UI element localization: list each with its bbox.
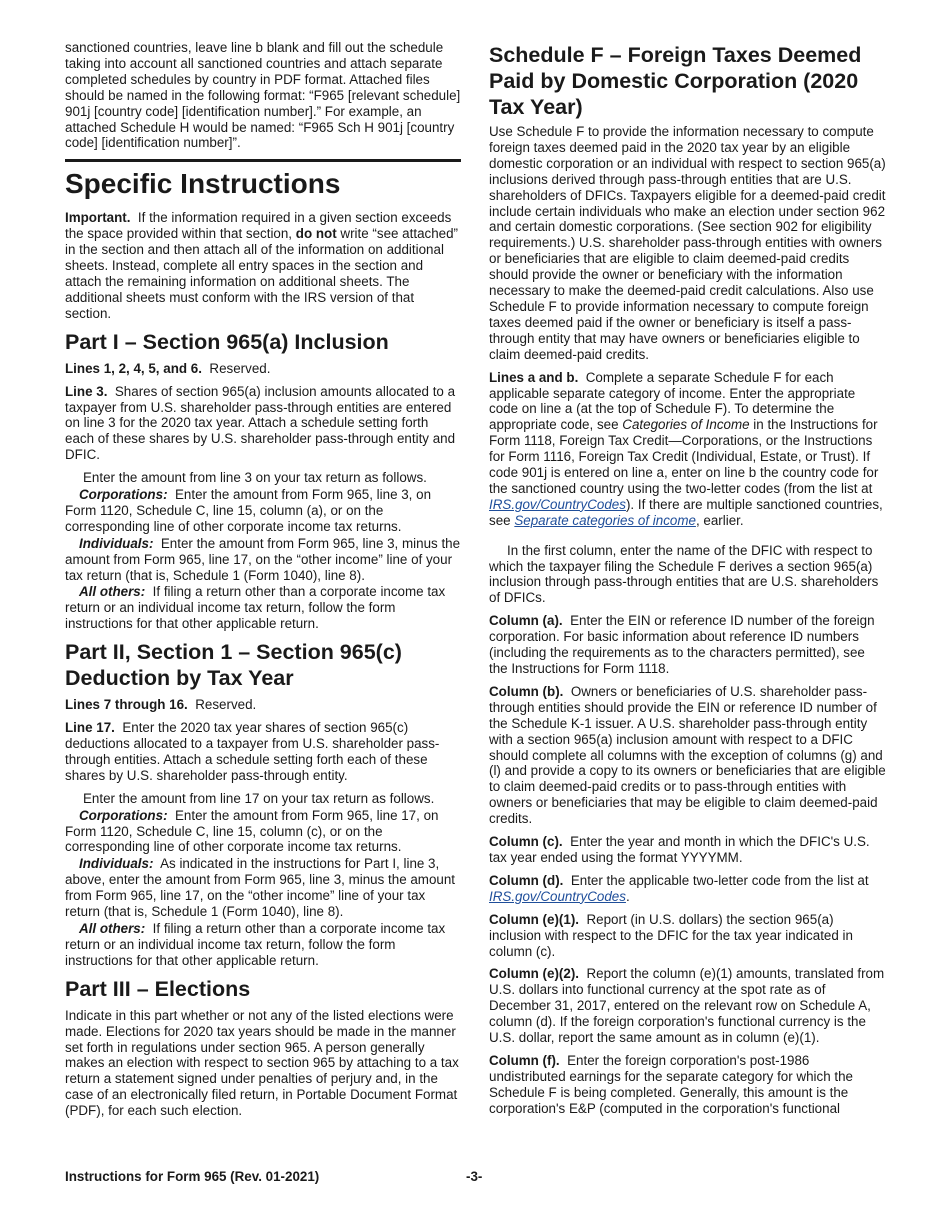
schedule-f-intro: Use Schedule F to provide the information necessary to compute foreign taxes deemed paid in the 2020 tax year by an eligible domestic corporation or an individual with respect to section 965(a) inclusions derived through pass-through entities that are U.S. shareholders of DFICs. Taxpayers eligible for a deemed-paid credit include certain individuals who make an election under section 962 and certain domestic corporations. (See section 902 for eligibility requirements.) U.S. shareholder pass-through entities with owners or beneficiaries that are eligible to claim deemed-paid credits should provide the owner or beneficiary with the information necessary to make the deemed-paid credit calculations. Also use Schedule F to provide information necessary to compute foreign taxes deemed paid if the owner or beneficiary is itself a pass-through entity that may have owners or beneficiaries eligible to claim deemed-paid credits. <box>489 124 886 362</box>
part2-ind-text: As indicated in the instructions for Part I, line 3, above, enter the amount from Form 965, line 3, minus the amount from Form 965, line 17, on the “other income” line of your tax return (that is, Schedule 1 (Form 1040), line 8). <box>65 856 456 920</box>
schedule-f-heading: Schedule F – Foreign Taxes Deemed Paid by Domestic Corporation (2020 Tax Year) <box>489 43 862 119</box>
part1-heading: Part I – Section 965(a) Inclusion <box>65 329 389 354</box>
left-column <box>65 40 461 1126</box>
categories-of-income-ref: Categories of Income <box>622 417 750 433</box>
column-e2 <box>489 966 887 1046</box>
country-codes-link[interactable]: IRS.gov/CountryCodes <box>489 496 626 512</box>
part1-all-others <box>65 584 461 632</box>
part1-corporations <box>65 487 461 535</box>
part3-heading: Part III – Elections <box>65 976 251 1001</box>
column-c-text: Enter the year and month in which the DFIC's U.S. tax year ended using the format YYYYMM. <box>489 834 870 865</box>
part2-corp-lead: Corporations: <box>79 807 168 823</box>
country-codes-link-2[interactable]: IRS.gov/CountryCodes <box>489 888 626 904</box>
important-paragraph <box>65 210 461 321</box>
part2-corp-text: Enter the amount from Form 965, line 17, on Form 1120, Schedule C, line 15, column (c), or on the corresponding line of other corporate income tax returns. <box>65 807 439 855</box>
lines-ab-text-3: ). If there are multiple sanctioned countries, see <box>489 496 883 528</box>
column-b-text: Owners or beneficiaries of U.S. shareholder pass-through entities should provide the EIN or reference ID number of the Schedule K-1 issuer. A U.S. shareholder pass-through entity with a section 965(a) inclusion amount with respect to a DFIC should complete all columns with the exception of columns (g) and (l) and provide a copy to its owners or beneficiaries that are eligible to claim deemed-paid credits or to pass-through entities with owners or beneficiaries that may be eligible to claim deemed-paid credits. <box>489 683 886 827</box>
column-e1 <box>489 912 887 960</box>
column-e1-lead: Column (e)(1). <box>489 911 580 927</box>
part2-line17-text: Enter the 2020 tax year shares of section 965(c) deductions allocated to a taxpayer from U.S. shareholder pass-through entities. Attach a schedule setting forth each of these shares by U.S. shareholder pass-through entity. <box>65 720 440 783</box>
column-c-lead: Column (c). <box>489 834 563 850</box>
column-e2-text: Report the column (e)(1) amounts, translated from U.S. dollars into functional currency at the spot rate as of December 31, 2017, entered on the relevant row on Schedule A, column (d). If the foreign corporation's functional currency is the U.S. dollar, report the same amount as in column (e)(1). <box>489 966 885 1046</box>
part2-individuals <box>65 856 461 920</box>
column-b-lead: Column (b). <box>489 683 564 699</box>
section-divider <box>65 159 461 162</box>
column-f-lead: Column (f). <box>489 1052 560 1068</box>
lines-ab-text-2: in the Instructions for Form 1118, Foreign Tax Credit—Corporations, or the Instructions for Form 1116, Foreign Tax Credit (Individual, Estate, or Trust). If code 901j is entered on line a, enter on line b the country code for the sanctioned country using the two-letter codes (from the list at <box>489 417 879 496</box>
column-a-text: Enter the EIN or reference ID number of the foreign corporation. For basic information about reference ID numbers (including the requirements as to the characters permitted), see the Instructions for Form 1118. <box>489 613 875 676</box>
part1-corp-lead: Corporations: <box>79 487 168 503</box>
column-d-tail: . <box>625 888 630 904</box>
first-column-paragraph: In the first column, enter the name of the DFIC with respect to which the taxpayer filing the Schedule F derives a section 965(a) inclusion through pass-through entities that are U.S. shareholders of DFICs. <box>489 542 879 606</box>
column-e1-text: Report (in U.S. dollars) the section 965(a) inclusion with respect to the DFIC for the tax year indicated in column (c). <box>489 911 853 959</box>
part2-reserved <box>65 697 461 713</box>
part2-heading: Part II, Section 1 – Section 965(c) Deduction by Tax Year <box>65 640 402 691</box>
important-lead: Important. <box>65 210 131 226</box>
column-f <box>489 1053 887 1117</box>
important-text-1: If the information required in a given section exceeds the space provided within that section, <box>65 210 452 242</box>
part1-line3-text: Shares of section 965(a) inclusion amounts allocated to a taxpayer from U.S. shareholder pass-through entities are entered on line 3 for the 2020 tax year. Attach a schedule setting forth each of these shares by U.S. shareholder pass-through entity and DFIC. <box>65 383 456 463</box>
part2-line17-lead: Line 17. <box>65 720 115 736</box>
part3-text: Indicate in this part whether or not any of the listed elections were made. Elections for 2020 tax years should be made in the manner set forth in regulations under section 965. A person generally makes an election with respect to section 965 by attaching to a tax return a statement signed under penalties of perjury and, in the case of an electronically filed return, in Portable Document Format (PDF), for each such election. <box>65 1007 459 1119</box>
page-number: -3- <box>466 1169 483 1184</box>
column-d <box>489 873 887 905</box>
column-c <box>489 834 887 866</box>
column-a <box>489 613 887 677</box>
lines-ab-lead: Lines a and b. <box>489 369 579 385</box>
part1-reserved-text: Reserved. <box>209 360 271 376</box>
part1-enter: Enter the amount from line 3 on your tax return as follows. <box>83 470 427 486</box>
part2-reserved-text: Reserved. <box>195 697 257 713</box>
footer-form-title: Instructions for Form 965 (Rev. 01-2021) <box>65 1169 320 1184</box>
lines-a-b <box>489 370 887 529</box>
part1-all-lead: All others: <box>79 584 146 600</box>
column-f-text: Enter the foreign corporation's post-1986 undistributed earnings for the separate category for which the Schedule F is being completed. Generally, this amount is the corporation's E&P (computed in the corporation's functional <box>489 1052 853 1116</box>
lines-ab-text-4: , earlier. <box>695 512 744 528</box>
part1-all-text: If filing a return other than a corporate income tax return or an individual income tax return, follow the form instructions for that other applicable return. <box>65 584 446 632</box>
part2-all-text: If filing a return other than a corporate income tax return or an individual income tax return, follow the form instructions for that other applicable return. <box>65 920 446 968</box>
part1-line3 <box>65 384 461 464</box>
part1-reserved <box>65 361 461 377</box>
column-a-lead: Column (a). <box>489 613 563 629</box>
important-bold: do not <box>295 226 337 242</box>
important-text-2: write “see attached” in the section and then attach all of the information on additional sheets. Instead, complete all entry spaces in the section and attach the remaining information on additional sheets. The additional sheets must conform with the IRS version of that section. <box>65 226 459 321</box>
part2-corporations <box>65 808 461 856</box>
part2-ind-lead: Individuals: <box>79 856 154 872</box>
part1-corp-text: Enter the amount from Form 965, line 3, on Form 1120, Schedule C, line 15, column (a), or on the corresponding line of other corporate income tax returns. <box>65 487 432 534</box>
lines-ab-text-1: Complete a separate Schedule F for each applicable separate category of income. Enter the appropriate code on line a (at the top of Schedule F). To determine the appropriate code, see <box>489 369 856 433</box>
part1-line3-lead: Line 3. <box>65 383 108 399</box>
part2-all-lead: All others: <box>79 920 146 936</box>
intro-paragraph: sanctioned countries, leave line b blank and fill out the schedule taking into account all sanctioned countries and attach separate completed schedules by country in PDF format. Attached files should be named in the following format: “F965 [relevant schedule] 901j [country code] [identification number].” For example, an attached Schedule H would be named: “F965 Sch H 901j [country code] [identification number]”. <box>65 40 461 151</box>
part1-ind-lead: Individuals: <box>79 535 154 551</box>
part2-all-others <box>65 921 461 969</box>
column-d-lead: Column (d). <box>489 872 564 888</box>
part1-reserved-lead: Lines 1, 2, 4, 5, and 6. <box>65 360 202 376</box>
part2-enter: Enter the amount from line 17 on your tax return as follows. <box>83 790 435 806</box>
part2-reserved-lead: Lines 7 through 16. <box>65 697 188 713</box>
column-e2-lead: Column (e)(2). <box>489 966 580 982</box>
column-d-text: Enter the applicable two-letter code from the list at <box>570 872 869 888</box>
specific-instructions-heading: Specific Instructions <box>65 168 341 200</box>
column-b <box>489 684 887 827</box>
separate-categories-link[interactable]: Separate categories of income <box>514 512 696 528</box>
right-column <box>489 40 887 1124</box>
part2-line17 <box>65 720 461 784</box>
part1-individuals <box>65 536 461 584</box>
part1-ind-text: Enter the amount from Form 965, line 3, minus the amount from Form 965, line 17, on the “other income” line of your tax return (that is, Schedule 1 (Form 1040), line 8). <box>65 535 461 583</box>
